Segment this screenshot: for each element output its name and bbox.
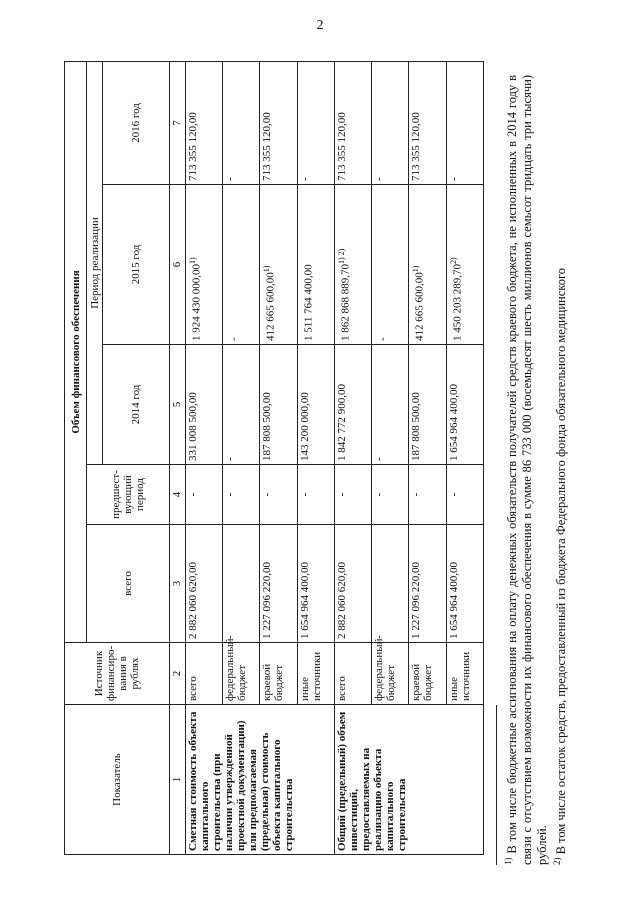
value-text: - bbox=[447, 492, 460, 497]
value-cell-total bbox=[409, 525, 446, 643]
value-text: - bbox=[298, 492, 311, 497]
value-cell-total bbox=[334, 525, 371, 643]
source-cell: краевой бюджет bbox=[260, 643, 297, 705]
value-text: 1 511 764 400,00 bbox=[302, 264, 315, 341]
source-cell: всего bbox=[185, 643, 222, 705]
value-cell-y2015 bbox=[223, 185, 260, 345]
value-text: - bbox=[261, 492, 274, 497]
column-number: 5 bbox=[169, 345, 185, 465]
value-text: - bbox=[335, 492, 348, 497]
value-cell-prev bbox=[372, 465, 409, 525]
indicator-cell: Общий (предельный) объем инвестиций, предоставляемых на реализацию объекта капитального строительства bbox=[334, 705, 483, 855]
header-funding: Объем финансового обеспечения bbox=[65, 62, 87, 643]
value-cell-prev bbox=[260, 465, 297, 525]
value-text: 1 450 203 289,70 bbox=[451, 264, 464, 341]
footnote-text: В том числе бюджетные ассигнования на оплату денежных обязательств получателей средств краевого бюджета, не исполненных в 2014 году в связи с отсутствием возможности их финансового обеспечения в сумме 86 733 000 (восемьдесят шесть миллионов семьсот тридцать три тысячи) рублей. bbox=[505, 75, 550, 865]
value-text: 713 355 120,00 bbox=[410, 112, 423, 181]
header-total: всего bbox=[87, 525, 170, 643]
header-period: Период реализации bbox=[87, 62, 103, 465]
value-text: - bbox=[224, 457, 237, 461]
column-number: 3 bbox=[169, 525, 185, 643]
value-text: - bbox=[186, 492, 199, 497]
value-cell-y2015 bbox=[372, 185, 409, 345]
value-cell-y2016 bbox=[372, 62, 409, 185]
value-text: - bbox=[373, 457, 386, 461]
value-cell-y2015 bbox=[297, 185, 334, 345]
source-cell: федеральный бюджет bbox=[372, 643, 409, 705]
value-text: - bbox=[410, 492, 423, 497]
value-text: 1 227 096 220,00 bbox=[410, 562, 423, 639]
source-cell: иные источники bbox=[297, 643, 334, 705]
value-cell-prev bbox=[223, 465, 260, 525]
value-cell-y2016 bbox=[223, 62, 260, 185]
value-text: 187 808 500,00 bbox=[410, 392, 423, 461]
table-row bbox=[185, 62, 222, 855]
value-cell-y2016 bbox=[297, 62, 334, 185]
value-cell-y2015 bbox=[409, 185, 446, 345]
footnote-mark: 1) bbox=[503, 857, 513, 865]
source-cell: краевой бюджет bbox=[409, 643, 446, 705]
value-text: - bbox=[224, 177, 237, 181]
rotated-content bbox=[64, 55, 624, 895]
value-cell-y2014 bbox=[334, 345, 371, 465]
value-text: - bbox=[373, 177, 386, 181]
value-text: 187 808 500,00 bbox=[261, 392, 274, 461]
source-cell: всего bbox=[334, 643, 371, 705]
value-cell-prev bbox=[409, 465, 446, 525]
column-number: 6 bbox=[169, 185, 185, 345]
value-cell-total bbox=[223, 525, 260, 643]
footnote-mark: 2) bbox=[552, 857, 563, 865]
column-number: 2 bbox=[169, 643, 185, 705]
value-cell-y2015 bbox=[334, 185, 371, 345]
value-text: - bbox=[447, 177, 460, 181]
value-cell-prev bbox=[297, 465, 334, 525]
value-text: 1 654 964 400,00 bbox=[447, 384, 460, 461]
value-text: 713 355 120,00 bbox=[335, 112, 348, 181]
value-text: 412 665 600,00 bbox=[265, 272, 278, 341]
header-indicator: Показатель bbox=[65, 705, 170, 855]
value-cell-y2016 bbox=[334, 62, 371, 185]
value-text: 1 862 868 889,70 bbox=[339, 264, 352, 341]
value-text: - bbox=[224, 492, 237, 497]
header-2015: 2015 год bbox=[103, 185, 169, 345]
indicator-cell: Сметная стоимость объекта капитального строительства (при наличии утвержденной проектной документации) или предполагаемая (предельная) стоимость объекта капитального строительства bbox=[185, 705, 334, 855]
value-cell-y2015 bbox=[446, 185, 483, 345]
header-previous: предшест-вующий период bbox=[87, 465, 170, 525]
source-cell: федеральный бюджет bbox=[223, 643, 260, 705]
value-cell-y2016 bbox=[260, 62, 297, 185]
footnote-ref: 2) bbox=[448, 257, 458, 264]
value-cell-prev bbox=[185, 465, 222, 525]
footnote-text: В том числе остаток средств, предоставленный из бюджета Федерального фонда обязательного медицинского bbox=[554, 267, 569, 858]
value-cell-y2015 bbox=[185, 185, 222, 345]
value-cell-total bbox=[260, 525, 297, 643]
value-text: 2 882 060 620,00 bbox=[335, 562, 348, 639]
value-text: - bbox=[376, 337, 389, 341]
header-source: Источник финансиро-вания в рублях bbox=[65, 643, 170, 705]
value-text: 2 882 060 620,00 bbox=[186, 562, 199, 639]
value-text: 412 665 600,00 bbox=[414, 272, 427, 341]
table-row bbox=[334, 62, 371, 855]
value-cell-y2014 bbox=[409, 345, 446, 465]
footnotes bbox=[496, 75, 569, 865]
value-text: - bbox=[373, 492, 386, 497]
value-text: 1 654 964 400,00 bbox=[447, 562, 460, 639]
value-cell-y2014 bbox=[223, 345, 260, 465]
column-number: 7 bbox=[169, 62, 185, 185]
page-number: 2 bbox=[316, 18, 324, 33]
column-number: 4 bbox=[169, 465, 185, 525]
value-cell-y2015 bbox=[260, 185, 297, 345]
header-2016: 2016 год bbox=[103, 62, 169, 185]
value-text: - bbox=[227, 337, 240, 341]
value-text: 713 355 120,00 bbox=[261, 112, 274, 181]
footnote-2 bbox=[550, 75, 569, 865]
header-2014: 2014 год bbox=[103, 345, 169, 465]
column-number-row bbox=[169, 62, 185, 855]
footnote-1 bbox=[501, 75, 550, 865]
value-cell-y2014 bbox=[260, 345, 297, 465]
value-cell-y2014 bbox=[185, 345, 222, 465]
value-text: 1 227 096 220,00 bbox=[261, 562, 274, 639]
value-text: 713 355 120,00 bbox=[186, 112, 199, 181]
value-cell-y2016 bbox=[185, 62, 222, 185]
value-cell-total bbox=[297, 525, 334, 643]
value-text: 331 008 500,00 bbox=[186, 392, 199, 461]
value-cell-prev bbox=[446, 465, 483, 525]
value-cell-total bbox=[446, 525, 483, 643]
value-cell-y2014 bbox=[297, 345, 334, 465]
footnote-separator bbox=[496, 705, 497, 865]
value-text: - bbox=[224, 635, 237, 639]
footnote-ref: 1) bbox=[262, 265, 272, 273]
footnote-ref: 1) bbox=[187, 257, 197, 264]
footnote-ref: 1) 2) bbox=[336, 248, 346, 264]
value-text: 1 654 964 400,00 bbox=[298, 562, 311, 639]
value-text: 143 200 000,00 bbox=[298, 392, 311, 461]
footnote-ref: 1) bbox=[411, 265, 421, 273]
value-cell-y2016 bbox=[409, 62, 446, 185]
value-cell-prev bbox=[334, 465, 371, 525]
value-text: - bbox=[298, 177, 311, 181]
funding-table bbox=[64, 61, 484, 855]
value-text: - bbox=[373, 635, 386, 639]
value-text: 1 924 430 000,00 bbox=[190, 264, 203, 341]
value-cell-total bbox=[372, 525, 409, 643]
value-cell-total bbox=[185, 525, 222, 643]
column-number: 1 bbox=[169, 705, 185, 855]
value-cell-y2016 bbox=[446, 62, 483, 185]
value-text: 1 842 772 900,00 bbox=[335, 384, 348, 461]
value-cell-y2014 bbox=[372, 345, 409, 465]
source-cell: иные источники bbox=[446, 643, 483, 705]
value-cell-y2014 bbox=[446, 345, 483, 465]
